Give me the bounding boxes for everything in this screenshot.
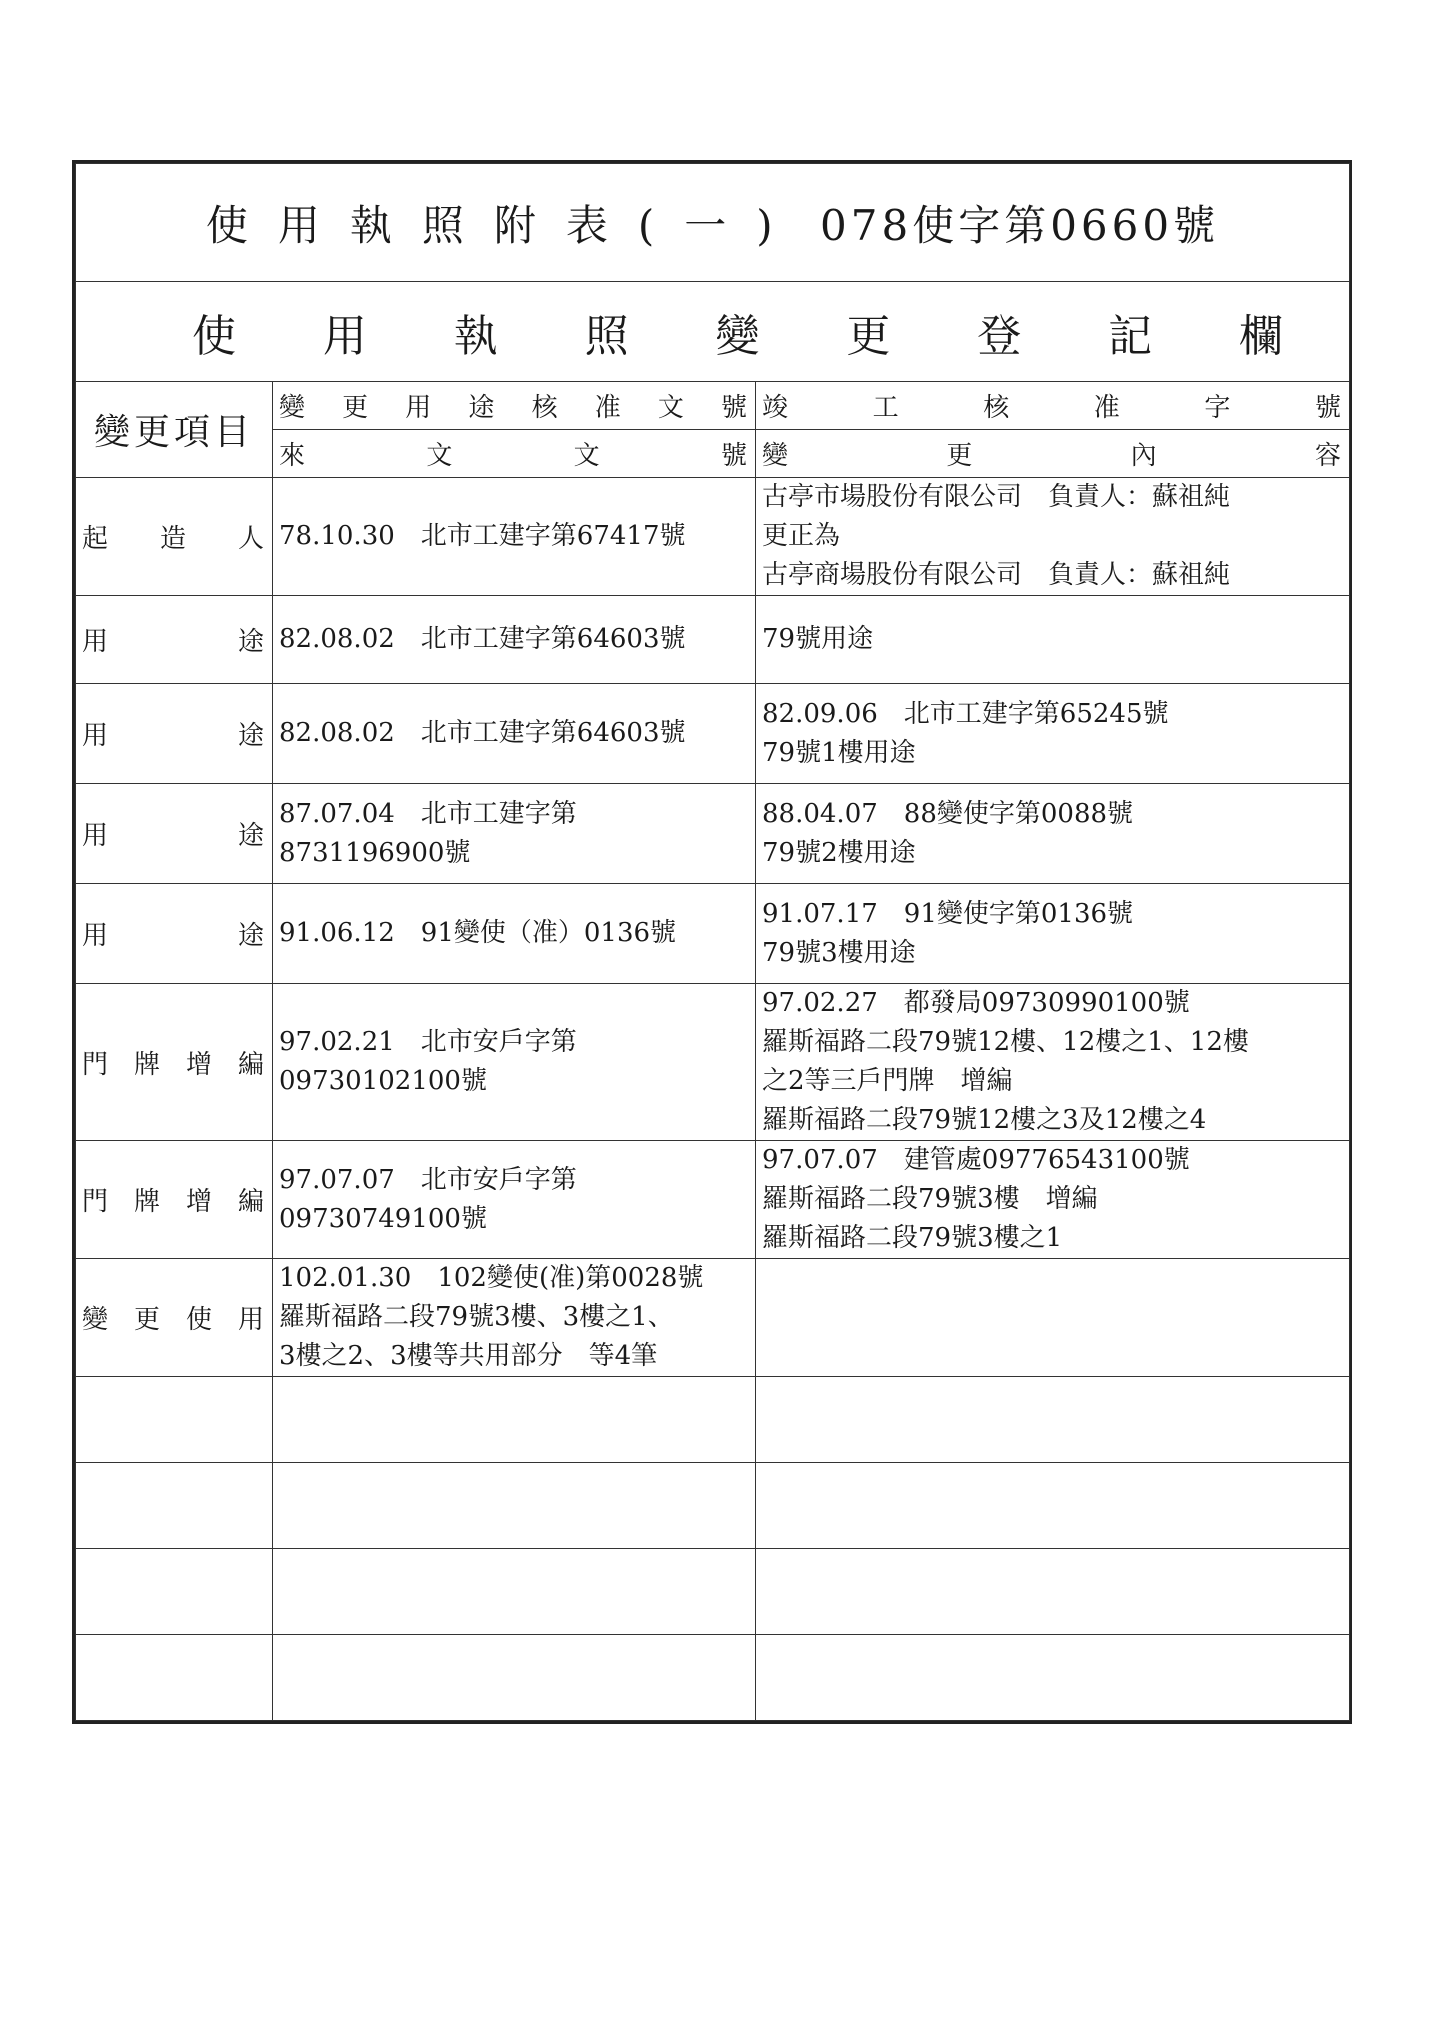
label-char: 人 xyxy=(237,524,264,554)
label-chars xyxy=(82,915,266,952)
approval-document-number xyxy=(273,684,756,784)
empty-row xyxy=(76,1377,1350,1463)
label-char: 更 xyxy=(133,1305,160,1335)
label-chars xyxy=(82,815,266,852)
label-char: 門 xyxy=(82,1187,109,1217)
approval-document-number xyxy=(273,1141,756,1259)
label-char: 增 xyxy=(185,1187,212,1217)
empty-cell xyxy=(273,1549,756,1635)
cell-line: 羅斯福路二段79號12樓、12樓之1、12樓 xyxy=(762,1027,1249,1057)
approval-document-number xyxy=(273,596,756,684)
change-content xyxy=(756,596,1350,684)
approval-document-number xyxy=(273,784,756,884)
cell-line: 87.07.04 北市工建字第 xyxy=(279,798,577,829)
cell-line: 古亭市場股份有限公司 負責人：蘇祖純 xyxy=(762,482,1231,512)
label-char: 牌 xyxy=(133,1049,160,1080)
header-char: 用 xyxy=(405,393,432,423)
label-chars xyxy=(82,621,266,658)
empty-cell xyxy=(756,1377,1350,1463)
label-char: 牌 xyxy=(133,1187,160,1217)
label-chars xyxy=(82,715,266,752)
label-char: 造 xyxy=(159,524,186,554)
header-col2-top xyxy=(273,382,756,430)
header-char: 文 xyxy=(657,393,684,423)
header-char: 文 xyxy=(426,441,453,471)
change-content xyxy=(756,1259,1350,1377)
empty-cell xyxy=(76,1549,273,1635)
change-item-label xyxy=(76,1259,273,1377)
cell-line: 79號用途 xyxy=(762,624,874,654)
subtitle-char: 照 xyxy=(584,310,629,362)
subtitle xyxy=(82,300,1343,364)
empty-cell xyxy=(76,1377,273,1463)
label-char: 用 xyxy=(82,821,109,851)
cell-line: 97.07.07 北市安戶字第 xyxy=(279,1164,577,1195)
cell-line: 91.06.12 91變使（准）0136號 xyxy=(279,918,677,948)
change-content xyxy=(756,784,1350,884)
permit-document xyxy=(72,160,1352,1724)
subtitle-char: 執 xyxy=(453,310,498,362)
cell-line: 羅斯福路二段79號3樓、3樓之1、 xyxy=(279,1302,674,1332)
subtitle-char: 使 xyxy=(192,310,236,362)
document-title xyxy=(76,164,1350,282)
label-char: 用 xyxy=(237,1305,264,1335)
table-row xyxy=(76,684,1350,784)
label-chars xyxy=(82,518,266,555)
header-char: 字 xyxy=(1204,393,1231,423)
cell-line: 79號2樓用途 xyxy=(762,837,916,868)
cell-line: 09730102100號 xyxy=(279,1066,487,1096)
subtitle-char: 更 xyxy=(846,310,891,362)
table-row xyxy=(76,884,1350,984)
empty-row xyxy=(76,1549,1350,1635)
change-item-label xyxy=(76,1141,273,1259)
change-item-label xyxy=(76,478,273,596)
header-char: 來 xyxy=(279,441,306,471)
subtitle-char: 用 xyxy=(322,310,367,362)
cell-line: 羅斯福路二段79號12樓之3及12樓之4 xyxy=(762,1105,1207,1135)
cell-line: 88.04.07 88變使字第0088號 xyxy=(762,798,1134,829)
change-item-label xyxy=(76,884,273,984)
change-item-label xyxy=(76,596,273,684)
table-row xyxy=(76,984,1350,1141)
approval-document-number xyxy=(273,1259,756,1377)
registration-table xyxy=(75,163,1350,1721)
subtitle-char: 登 xyxy=(977,310,1022,362)
cell-line: 羅斯福路二段79號3樓之1 xyxy=(762,1223,1063,1253)
empty-row xyxy=(76,1463,1350,1549)
header-char: 核 xyxy=(531,393,558,423)
cell-line: 97.02.27 都發局09730990100號 xyxy=(762,988,1190,1018)
empty-row xyxy=(76,1635,1350,1721)
header-char: 變 xyxy=(279,393,306,423)
label-char: 增 xyxy=(185,1049,212,1080)
cell-line: 羅斯福路二段79號3樓 增編 xyxy=(762,1184,1098,1214)
approval-document-number xyxy=(273,984,756,1141)
label-char: 途 xyxy=(237,921,264,951)
change-item-label xyxy=(76,984,273,1141)
empty-cell xyxy=(756,1463,1350,1549)
label-char: 使 xyxy=(185,1305,212,1335)
header-col3-top xyxy=(756,382,1350,430)
label-char: 用 xyxy=(82,627,109,657)
header-col2-bottom xyxy=(273,430,756,478)
table-row xyxy=(76,1259,1350,1377)
label-chars xyxy=(82,1181,266,1218)
table-row xyxy=(76,1141,1350,1259)
header-char: 變 xyxy=(762,441,789,471)
label-char: 途 xyxy=(237,821,264,851)
empty-cell xyxy=(756,1549,1350,1635)
header-char: 容 xyxy=(1314,441,1341,471)
subtitle-char: 記 xyxy=(1108,310,1153,362)
approval-document-number xyxy=(273,478,756,596)
cell-line: 更正為 xyxy=(762,521,841,551)
empty-cell xyxy=(76,1463,273,1549)
cell-line: 古亭商場股份有限公司 負責人：蘇祖純 xyxy=(762,560,1231,590)
header-char: 號 xyxy=(1314,393,1341,423)
label-char: 變 xyxy=(82,1305,109,1335)
header-col3-bottom xyxy=(756,430,1350,478)
empty-cell xyxy=(756,1635,1350,1721)
title-main: 使用執照附表(一) xyxy=(205,200,803,250)
empty-cell xyxy=(273,1635,756,1721)
header-char: 內 xyxy=(1130,441,1157,471)
change-content xyxy=(756,884,1350,984)
cell-line: 8731196900號 xyxy=(279,837,471,868)
table-row xyxy=(76,784,1350,884)
header-char: 竣 xyxy=(762,393,789,423)
label-char: 起 xyxy=(82,524,109,554)
header-char: 更 xyxy=(342,393,369,423)
label-char: 編 xyxy=(237,1049,264,1080)
subtitle-char: 變 xyxy=(715,310,760,362)
subtitle-char: 欄 xyxy=(1239,310,1283,362)
table-row xyxy=(76,596,1350,684)
cell-line: 102.01.30 102變使(准)第0028號 xyxy=(279,1263,704,1293)
header-char: 途 xyxy=(468,393,495,423)
header-char: 號 xyxy=(720,393,747,423)
empty-cell xyxy=(273,1377,756,1463)
empty-cell xyxy=(273,1463,756,1549)
cell-line: 97.02.21 北市安戶字第 xyxy=(279,1027,577,1057)
cell-line: 91.07.17 91變使字第0136號 xyxy=(762,898,1134,929)
cell-line: 79號3樓用途 xyxy=(762,937,916,968)
subtitle-cell xyxy=(76,282,1350,382)
change-content xyxy=(756,478,1350,596)
change-content xyxy=(756,984,1350,1141)
label-char: 途 xyxy=(237,721,264,751)
cell-line: 09730749100號 xyxy=(279,1203,487,1234)
label-char: 用 xyxy=(82,721,109,751)
label-char: 門 xyxy=(82,1049,109,1080)
change-content xyxy=(756,1141,1350,1259)
header-char: 更 xyxy=(946,441,973,471)
label-char: 用 xyxy=(82,921,109,951)
label-char: 編 xyxy=(237,1187,264,1217)
header-char: 准 xyxy=(1093,393,1120,423)
change-content xyxy=(756,684,1350,784)
change-item-label xyxy=(76,684,273,784)
label-chars xyxy=(82,1044,266,1081)
cell-line: 78.10.30 北市工建字第67417號 xyxy=(279,521,686,551)
header-change-item: 變更項目 xyxy=(76,382,273,478)
header-char: 號 xyxy=(720,441,747,471)
cell-line: 82.09.06 北市工建字第65245號 xyxy=(762,698,1169,729)
label-char: 途 xyxy=(237,627,264,657)
cell-line: 之2等三戶門牌 增編 xyxy=(762,1066,1013,1096)
table-row xyxy=(76,478,1350,596)
cell-line: 97.07.07 建管處09776543100號 xyxy=(762,1145,1190,1175)
cell-line: 82.08.02 北市工建字第64603號 xyxy=(279,718,686,748)
empty-cell xyxy=(76,1635,273,1721)
approval-document-number xyxy=(273,884,756,984)
header-char: 文 xyxy=(573,441,600,471)
cell-line: 79號1樓用途 xyxy=(762,737,916,768)
cell-line: 82.08.02 北市工建字第64603號 xyxy=(279,624,686,654)
label-chars xyxy=(82,1299,266,1336)
header-char: 核 xyxy=(983,393,1010,423)
header-char: 准 xyxy=(594,393,621,423)
cell-line: 3樓之2、3樓等共用部分 等4筆 xyxy=(279,1341,658,1371)
change-item-label xyxy=(76,784,273,884)
header-char: 工 xyxy=(872,393,899,423)
title-number: 078使字第0660號 xyxy=(820,200,1220,250)
